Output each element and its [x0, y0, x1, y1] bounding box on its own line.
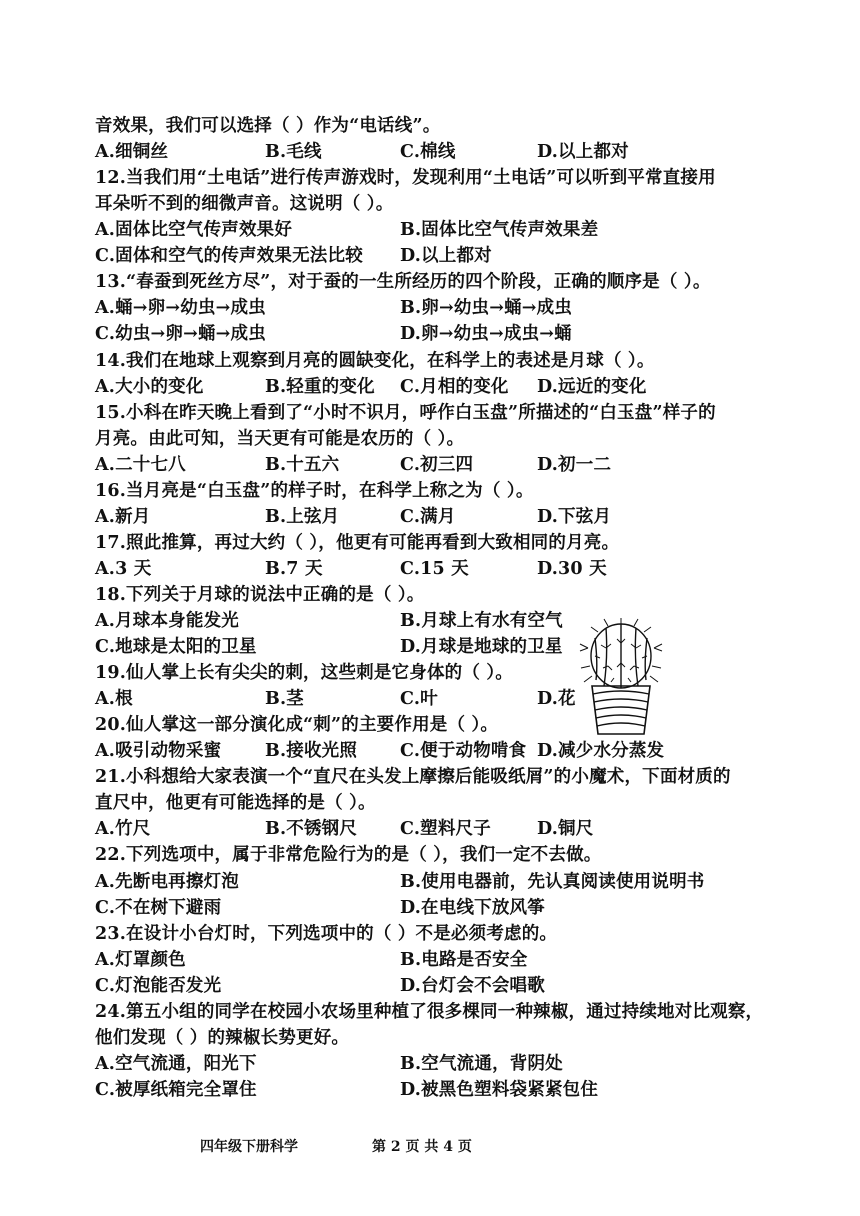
option-b: D.以上都对: [400, 246, 492, 267]
question-text: 20.仙人掌这一部分演化成“刺”的主要作用是（ ）。: [95, 715, 499, 736]
option-a: A.月球本身能发光: [95, 611, 239, 631]
question-text: 15.小科在昨天晚上看到了“小时不识月，呼作白玉盘”所描述的“白玉盘”样子的: [95, 402, 716, 423]
option-a: A.3 天: [95, 558, 152, 579]
option-a: A.空气流通，阳光下: [95, 1053, 257, 1074]
question-text: 19.仙人掌上长有尖尖的刺，这些刺是它身体的（ ）。: [95, 663, 513, 684]
option-a: A.根: [95, 689, 133, 710]
option-a: C.地球是太阳的卫星: [95, 637, 257, 657]
option-b: B.接收光照: [265, 741, 358, 762]
option-b: B.空气流通，背阴处: [400, 1053, 563, 1074]
option-c: C.15 天: [400, 558, 469, 579]
option-b: D.被黑色塑料袋紧紧包住: [400, 1079, 599, 1100]
option-a: A.大小的变化: [95, 376, 204, 397]
option-b: B.不锈钢尺: [265, 819, 358, 840]
question-text: 22.下列选项中，属于非常危险行为的是（ ），我们一定不去做。: [95, 845, 602, 866]
option-b: B.使用电器前，先认真阅读使用说明书: [400, 871, 705, 892]
option-c: C.塑料尺子: [400, 819, 491, 840]
question-text: 24.第五小组的同学在校园小农场里种植了很多棵同一种辣椒，通过持续地对比观察，: [95, 1001, 764, 1022]
question-text: 月亮。由此可知，当天更有可能是农历的（ ）。: [95, 428, 465, 449]
option-a: C.幼虫→卵→蛹→成虫: [95, 324, 266, 345]
option-d: D.以上都对: [537, 142, 629, 163]
option-d: D.减少水分蒸发: [537, 741, 665, 762]
footer-page-number: 第 2 页 共 4 页: [372, 1139, 472, 1155]
option-a: C.灯泡能否发光: [95, 975, 222, 996]
option-a: C.固体和空气的传声效果无法比较: [95, 246, 363, 267]
option-d: D.下弦月: [537, 506, 612, 527]
footer-subject: 四年级下册科学: [200, 1139, 298, 1155]
option-b: B.7 天: [265, 558, 323, 579]
question-text: 21.小科想给大家表演一个“直尺在头发上摩擦后能吸纸屑”的小魔术，下面材质的: [95, 767, 731, 788]
option-c: C.满月: [400, 506, 456, 527]
cactus-icon: [578, 618, 664, 738]
option-b: B.卵→幼虫→蛹→成虫: [400, 298, 573, 319]
option-c: C.月相的变化: [400, 376, 509, 397]
option-a: A.固体比空气传声效果好: [95, 220, 293, 241]
option-a: C.不在树下避雨: [95, 897, 222, 918]
option-b: B.月球上有水有空气: [400, 611, 563, 631]
option-d: D.远近的变化: [537, 376, 647, 397]
option-b: B.轻重的变化: [265, 376, 375, 397]
option-d: D.初一二: [537, 454, 612, 475]
option-b: D.在电线下放风筝: [400, 897, 545, 918]
option-d: D.铜尺: [537, 819, 594, 840]
option-b: D.台灯会不会唱歌: [400, 975, 545, 996]
option-a: A.细铜丝: [95, 142, 169, 163]
option-a: A.先断电再擦灯泡: [95, 871, 239, 892]
option-c: C.初三四: [400, 454, 474, 475]
question-text: 耳朵听不到的细微声音。这说明（ ）。: [95, 194, 394, 215]
question-text: 13.“春蚕到死丝方尽”，对于蚕的一生所经历的四个阶段，正确的顺序是（ ）。: [95, 272, 711, 293]
option-d: D.花: [537, 689, 576, 710]
option-b: B.固体比空气传声效果差: [400, 220, 599, 241]
option-a: A.二十七八: [95, 454, 186, 475]
option-b: D.卵→幼虫→成虫→蛹: [400, 324, 572, 345]
option-b: D.月球是地球的卫星: [400, 637, 563, 657]
option-a: A.新月: [95, 506, 151, 527]
option-a: A.吸引动物采蜜: [95, 741, 222, 762]
question-text: 16.当月亮是“白玉盘”的样子时，在科学上称之为（ ）。: [95, 480, 534, 501]
option-c: C.叶: [400, 689, 438, 710]
question-text: 12.当我们用“土电话”进行传声游戏时，发现利用“土电话”可以听到平常直接用: [95, 168, 716, 189]
question-text: 18.下列关于月球的说法中正确的是（ ）。: [95, 584, 425, 605]
question-text: 23.在设计小台灯时，下列选项中的（ ）不是必须考虑的。: [95, 923, 558, 944]
question-text: 17.照此推算，再过大约（ ），他更有可能再看到大致相同的月亮。: [95, 532, 620, 553]
question-text: 他们发现（ ）的辣椒长势更好。: [95, 1027, 350, 1048]
option-b: B.茎: [265, 689, 304, 710]
option-b: B.上弦月: [265, 506, 340, 527]
option-a: A.竹尺: [95, 819, 151, 840]
question-text: 音效果，我们可以选择（ ）作为“电话线”。: [95, 116, 441, 136]
option-c: C.棉线: [400, 142, 456, 163]
option-b: B.十五六: [265, 454, 340, 475]
question-text: 直尺中，他更有可能选择的是（ ）。: [95, 793, 376, 814]
option-b: B.毛线: [265, 142, 322, 163]
option-d: D.30 天: [537, 558, 607, 579]
option-a: A.灯罩颜色: [95, 949, 186, 970]
option-c: C.便于动物啃食: [400, 741, 527, 762]
option-a: A.蛹→卵→幼虫→成虫: [95, 298, 266, 319]
option-a: C.被厚纸箱完全罩住: [95, 1079, 257, 1100]
question-text: 14.我们在地球上观察到月亮的圆缺变化，在科学上的表述是月球（ ）。: [95, 350, 655, 371]
option-b: B.电路是否安全: [400, 949, 528, 970]
